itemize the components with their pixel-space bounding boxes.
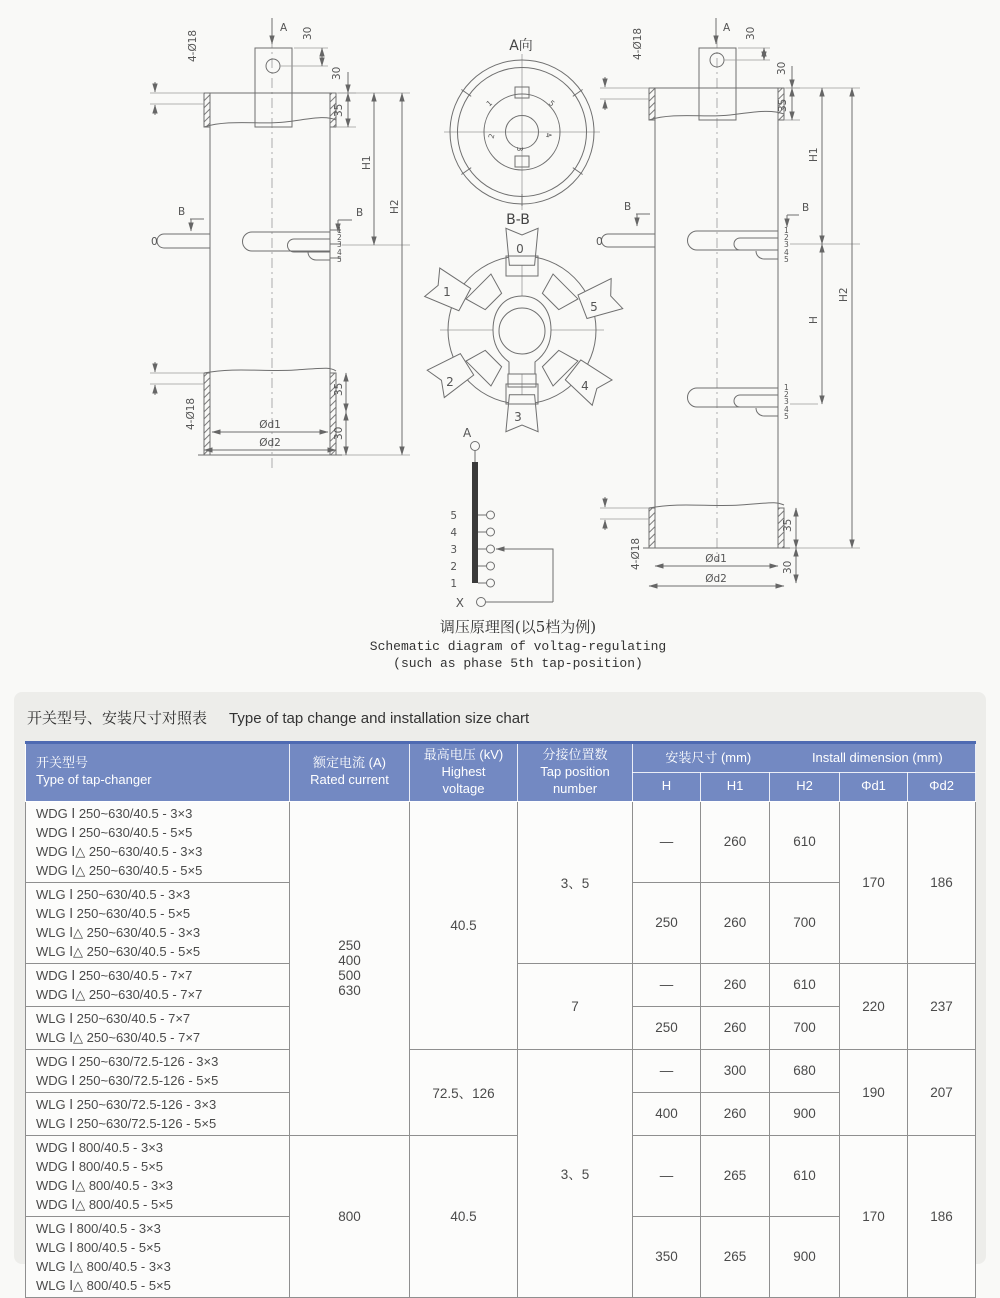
r-utap-3: 3 <box>784 240 789 249</box>
model-line: WLG Ⅰ△ 250~630/40.5 - 5×5 <box>36 943 201 959</box>
phid2-cell: 186 <box>908 801 976 963</box>
header-current-en: Rated current <box>310 772 389 788</box>
header-tap-en1: Tap position <box>540 763 610 779</box>
r-dim-h1: H1 <box>808 147 820 162</box>
bb-4: 4 <box>581 379 589 393</box>
r-dim-h: H <box>808 316 820 324</box>
model-line: WDG Ⅰ 800/40.5 - 5×5 <box>36 1158 164 1174</box>
model-line: WLG Ⅰ 800/40.5 - 5×5 <box>36 1239 161 1255</box>
h-cell: 250 <box>633 882 701 963</box>
header-tap-en2: number <box>552 780 598 796</box>
h1-cell: 300 <box>701 1049 770 1092</box>
dim-bolt-bot: 4-Ø18 <box>185 397 197 430</box>
model-cell <box>26 1049 290 1092</box>
model-line: WLG Ⅰ 250~630/72.5-126 - 5×5 <box>36 1115 217 1131</box>
phid1-cell: 170 <box>840 1135 908 1297</box>
h2-cell: 610 <box>770 801 840 882</box>
r-section-b-left: B <box>624 201 632 213</box>
model-line: WDG Ⅰ△ 800/40.5 - 5×5 <box>36 1196 174 1212</box>
header-sub-h: H <box>633 772 701 801</box>
sch-tap-5: 5 <box>450 510 457 522</box>
header-sub-h1: H1 <box>701 772 770 801</box>
h-cell: 400 <box>633 1092 701 1135</box>
model-line: WLG Ⅰ△ 250~630/40.5 - 7×7 <box>36 1029 201 1045</box>
tap-2: 2 <box>337 233 342 242</box>
r-dim-30-top: 30 <box>745 26 757 40</box>
header-install-cn: 安装尺寸 (mm) <box>665 749 752 765</box>
left-side-view <box>150 18 410 468</box>
model-cell <box>26 963 290 1006</box>
phid1-cell: 190 <box>840 1049 908 1135</box>
model-line: WDG Ⅰ 250~630/72.5-126 - 5×5 <box>36 1072 219 1088</box>
h-cell: — <box>633 963 701 1006</box>
h-cell: — <box>633 801 701 882</box>
model-line: WLG Ⅰ△ 800/40.5 - 3×3 <box>36 1258 171 1274</box>
bb-1: 1 <box>443 285 451 299</box>
model-line: WLG Ⅰ 250~630/40.5 - 7×7 <box>36 1010 191 1026</box>
voltage-cell: 40.5 <box>410 801 518 1049</box>
phid2-cell: 237 <box>908 963 976 1049</box>
model-cell <box>26 1135 290 1216</box>
header-voltage-cn: 最高电压 (kV) <box>423 747 504 762</box>
sch-tap-3: 3 <box>450 544 457 556</box>
dim-30-bot: 30 <box>333 426 345 440</box>
current-value: 630 <box>338 983 361 999</box>
aview-2: 2 <box>486 132 497 140</box>
model-cell <box>26 1216 290 1297</box>
h1-cell: 260 <box>701 1006 770 1049</box>
header-model-en: Type of tap-changer <box>36 772 152 788</box>
aview-3: 3 <box>515 146 524 152</box>
bb-3: 3 <box>514 410 522 424</box>
phid1-cell: 220 <box>840 963 908 1049</box>
model-line: WLG Ⅰ 250~630/72.5-126 - 3×3 <box>36 1096 217 1112</box>
b-b-section <box>425 212 623 432</box>
model-line: WDG Ⅰ 250~630/40.5 - 7×7 <box>36 967 193 983</box>
model-line: WDG Ⅰ 250~630/40.5 - 5×5 <box>36 824 193 840</box>
r-ltap-5: 5 <box>784 412 789 421</box>
r-ltap-1: 1 <box>784 383 789 392</box>
panel-title <box>14 692 986 728</box>
phid1-cell: 170 <box>840 801 908 963</box>
header-tap <box>518 743 633 802</box>
terminal-0: 0 <box>151 236 158 248</box>
h1-cell: 260 <box>701 882 770 963</box>
model-line: WDG Ⅰ△ 250~630/40.5 - 5×5 <box>36 862 203 878</box>
header-voltage <box>410 743 518 802</box>
sch-tap-2: 2 <box>450 561 457 573</box>
schematic-caption-en1: Schematic diagram of voltag-regulating <box>369 639 667 654</box>
model-line: WDG Ⅰ△ 800/40.5 - 3×3 <box>36 1177 174 1193</box>
voltage-cell: 40.5 <box>410 1135 518 1297</box>
r-dim-d1: Ød1 <box>705 553 727 565</box>
h2-cell: 900 <box>770 1092 840 1135</box>
dim-30-top: 30 <box>302 26 314 40</box>
model-cell <box>26 1092 290 1135</box>
h1-cell: 265 <box>701 1135 770 1216</box>
dim-30-right: 30 <box>331 66 343 80</box>
model-line: WLG Ⅰ 250~630/40.5 - 3×3 <box>36 886 191 902</box>
h-cell: — <box>633 1135 701 1216</box>
r-dim-h2: H2 <box>838 287 850 302</box>
r-dim-bolt-top: 4-Ø18 <box>632 27 644 60</box>
r-dim-35-right: 35 <box>777 98 789 112</box>
bb-2: 2 <box>446 375 454 389</box>
model-line: WLG Ⅰ 250~630/40.5 - 5×5 <box>36 905 191 921</box>
h-cell: 350 <box>633 1216 701 1297</box>
dim-h2: H2 <box>389 199 401 214</box>
bb-title: B-B <box>506 212 530 228</box>
schematic-caption-en2: (such as phase 5th tap-position) <box>393 656 643 671</box>
a-view <box>444 38 600 210</box>
header-voltage-en1: Highest <box>441 763 486 779</box>
h1-cell: 260 <box>701 1092 770 1135</box>
r-utap-5: 5 <box>784 255 789 264</box>
tap-4: 4 <box>337 248 342 257</box>
model-line: WLG Ⅰ△ 250~630/40.5 - 3×3 <box>36 924 201 940</box>
model-cell <box>26 882 290 963</box>
schematic-caption-cn: 调压原理图(以5档为例) <box>439 618 597 636</box>
bb-5: 5 <box>590 300 598 314</box>
model-cell <box>26 801 290 882</box>
header-model-cn: 开关型号 <box>36 755 89 771</box>
tap-3: 3 <box>337 240 342 249</box>
dim-bolt-top: 4-Ø18 <box>187 29 199 62</box>
a-view-title: A向 <box>509 38 533 54</box>
aview-4: 4 <box>543 131 554 139</box>
current-value: 250 <box>338 938 361 954</box>
current-cell: 800 <box>290 1135 410 1297</box>
phid2-cell: 207 <box>908 1049 976 1135</box>
h2-cell: 700 <box>770 1006 840 1049</box>
current-cell <box>290 801 410 1135</box>
header-tap-cn: 分接位置数 <box>542 747 608 762</box>
model-cell <box>26 1006 290 1049</box>
current-value: 400 <box>338 953 361 969</box>
h-cell: 250 <box>633 1006 701 1049</box>
table-row <box>26 1049 976 1092</box>
r-dim-d2: Ød2 <box>705 573 727 585</box>
header-current <box>290 743 410 802</box>
panel-title-en: Type of tap change and installation size chart <box>229 710 530 727</box>
dim-d2: Ød2 <box>259 437 281 449</box>
h2-cell: 610 <box>770 963 840 1006</box>
dim-35-right: 35 <box>333 103 345 117</box>
aview-1: 1 <box>484 98 495 109</box>
voltage-cell: 72.5、126 <box>410 1049 518 1135</box>
r-terminal-0: 0 <box>596 236 603 248</box>
spec-panel <box>14 692 986 1293</box>
dim-35-bot: 35 <box>333 382 345 396</box>
r-ltap-2: 2 <box>784 390 789 399</box>
r-dim-30-right: 30 <box>776 61 788 75</box>
r-utap-2: 2 <box>784 233 789 242</box>
h1-cell: 260 <box>701 801 770 882</box>
r-ltap-4: 4 <box>784 405 789 414</box>
section-b-left: B <box>178 206 186 218</box>
r-dim-35-bot: 35 <box>782 518 794 532</box>
header-sub-phid1: Φd1 <box>840 772 908 801</box>
schematic-x: X <box>455 596 464 610</box>
section-b-right: B <box>356 207 364 219</box>
tap-cell: 3、5 <box>518 801 633 963</box>
tap-cell: 7 <box>518 963 633 1049</box>
right-side-view <box>596 18 860 586</box>
model-line: WDG Ⅰ 800/40.5 - 3×3 <box>36 1139 164 1155</box>
tap-cell: 3、5 <box>518 1049 633 1297</box>
model-line: WLG Ⅰ△ 800/40.5 - 5×5 <box>36 1277 171 1293</box>
bb-0: 0 <box>516 242 524 256</box>
r-dim-30-bot: 30 <box>782 560 794 574</box>
r-utap-4: 4 <box>784 248 789 257</box>
header-current-cn: 额定电流 (A) <box>313 755 386 771</box>
h1-cell: 265 <box>701 1216 770 1297</box>
phid2-cell: 186 <box>908 1135 976 1297</box>
h2-cell: 610 <box>770 1135 840 1216</box>
h2-cell: 900 <box>770 1216 840 1297</box>
sch-tap-1: 1 <box>450 578 457 590</box>
aview-5: 5 <box>546 98 557 109</box>
model-line: WDG Ⅰ 250~630/72.5-126 - 3×3 <box>36 1053 219 1069</box>
h-cell: — <box>633 1049 701 1092</box>
header-install-en: Install dimension (mm) <box>811 749 943 765</box>
model-line: WDG Ⅰ△ 250~630/40.5 - 7×7 <box>36 986 203 1002</box>
r-section-b-right: B <box>802 202 810 214</box>
header-install <box>633 743 976 773</box>
tap-5: 5 <box>337 255 342 264</box>
panel-title-cn: 开关型号、安装尺寸对照表 <box>27 710 208 727</box>
label-a: A <box>280 22 288 34</box>
table-row <box>26 801 976 882</box>
h1-cell: 260 <box>701 963 770 1006</box>
r-utap-1: 1 <box>784 226 789 235</box>
model-line: WDG Ⅰ 250~630/40.5 - 3×3 <box>36 805 193 821</box>
dim-h1: H1 <box>361 155 373 170</box>
header-sub-h2: H2 <box>770 772 840 801</box>
model-line: WDG Ⅰ△ 250~630/40.5 - 3×3 <box>36 843 203 859</box>
table-row <box>26 1135 976 1216</box>
header-sub-phid2: Φd2 <box>908 772 976 801</box>
header-model <box>26 743 290 802</box>
h2-cell: 680 <box>770 1049 840 1092</box>
tap-1: 1 <box>337 226 342 235</box>
r-label-a: A <box>723 22 731 34</box>
spec-table <box>25 741 976 1298</box>
r-ltap-3: 3 <box>784 397 789 406</box>
header-voltage-en2: voltage <box>442 780 485 796</box>
current-value: 500 <box>338 968 361 984</box>
voltage-regulating-schematic <box>370 426 666 671</box>
sch-tap-4: 4 <box>450 527 457 539</box>
h2-cell: 700 <box>770 882 840 963</box>
schematic-a: A <box>463 426 472 440</box>
model-line: WLG Ⅰ 800/40.5 - 3×3 <box>36 1220 161 1236</box>
dim-d1: Ød1 <box>259 419 281 431</box>
r-dim-bolt-bot: 4-Ø18 <box>630 537 642 570</box>
